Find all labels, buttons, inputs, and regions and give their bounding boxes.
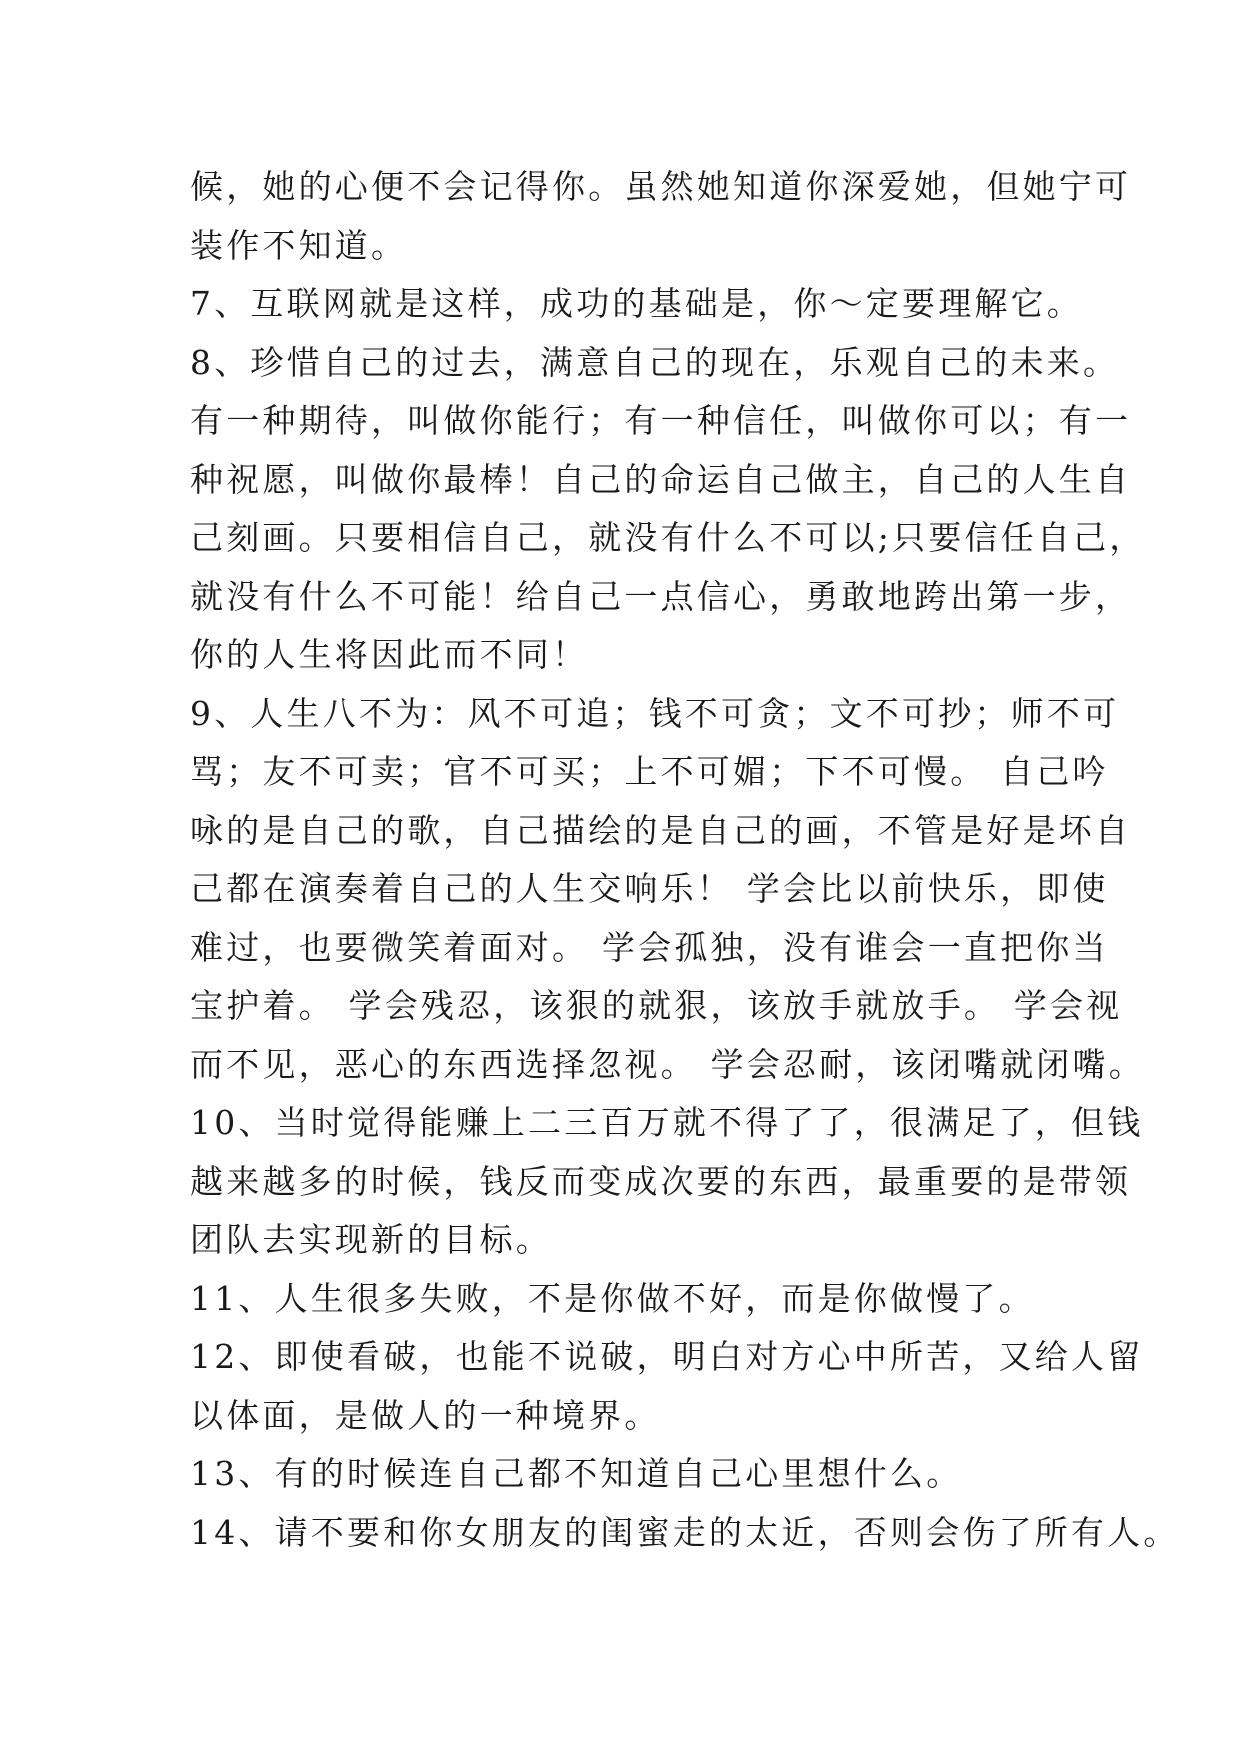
text-line: 有一种期待，叫做你能行；有一种信任，叫做你可以；有一 — [190, 401, 1132, 440]
text-line: 7、互联网就是这样，成功的基础是，你～定要理解它。 — [190, 284, 1083, 323]
text-line: 就没有什么不可能！给自己一点信心，勇敢地跨出第一步， — [190, 576, 1132, 616]
text-line: 9、人生八不为：风不可追；钱不可贪；文不可抄；师不可 — [190, 693, 1120, 733]
text-line: 己都在演奏着自己的人生交响乐！ 学会比以前快乐，即使 — [190, 869, 1109, 908]
text-line: 宝护着。 学会残忍，该狠的就狠，该放手就放手。 学会视 — [190, 986, 1123, 1025]
text-line: 骂；友不可卖；官不可买；上不可媚；下不可慢。 自己吟 — [190, 752, 1109, 791]
text-line: 装作不知道。 — [190, 225, 408, 265]
text-line: 而不见，恶心的东西选择忽视。 学会忍耐，该闭嘴就闭嘴。 — [190, 1044, 1145, 1084]
document-body — [190, 158, 1180, 1562]
text-line: 难过，也要微笑着面对。 学会孤独，没有谁会一直把你当 — [190, 927, 1109, 967]
text-line: 咏的是自己的歌，自己描绘的是自己的画，不管是好是坏自 — [190, 810, 1132, 850]
text-line: 10、当时觉得能赚上二三百万就不得了了，很满足了，但钱 — [190, 1103, 1144, 1142]
text-line: 13、有的时候连自己都不知道自己心里想什么。 — [190, 1454, 963, 1493]
text-line: 以体面，是做人的一种境界。 — [190, 1395, 661, 1435]
text-line: 己刻画。只要相信自己，就没有什么不可以;只要信任自己， — [190, 518, 1146, 557]
text-line: 8、珍惜自己的过去，满意自己的现在，乐观自己的未来。 — [190, 342, 1120, 382]
text-line: 你的人生将因此而不同！ — [190, 635, 589, 674]
text-line: 越来越多的时候，钱反而变成次要的东西，最重要的是带领 — [190, 1161, 1132, 1201]
text-line: 种祝愿，叫做你最棒！自己的命运自己做主，自己的人生自 — [190, 459, 1132, 499]
text-line: 12、即使看破，也能不说破，明白对方心中所苦，又给人留 — [190, 1337, 1144, 1376]
text-line: 团队去实现新的目标。 — [190, 1220, 552, 1259]
text-line: 11、人生很多失败，不是你做不好，而是你做慢了。 — [190, 1278, 1035, 1318]
text-line: 候，她的心便不会记得你。虽然她知道你深爱她，但她宁可 — [190, 167, 1132, 206]
text-line: 14、请不要和你女朋友的闺蜜走的太近，否则会伤了所有人。 — [190, 1512, 1180, 1552]
